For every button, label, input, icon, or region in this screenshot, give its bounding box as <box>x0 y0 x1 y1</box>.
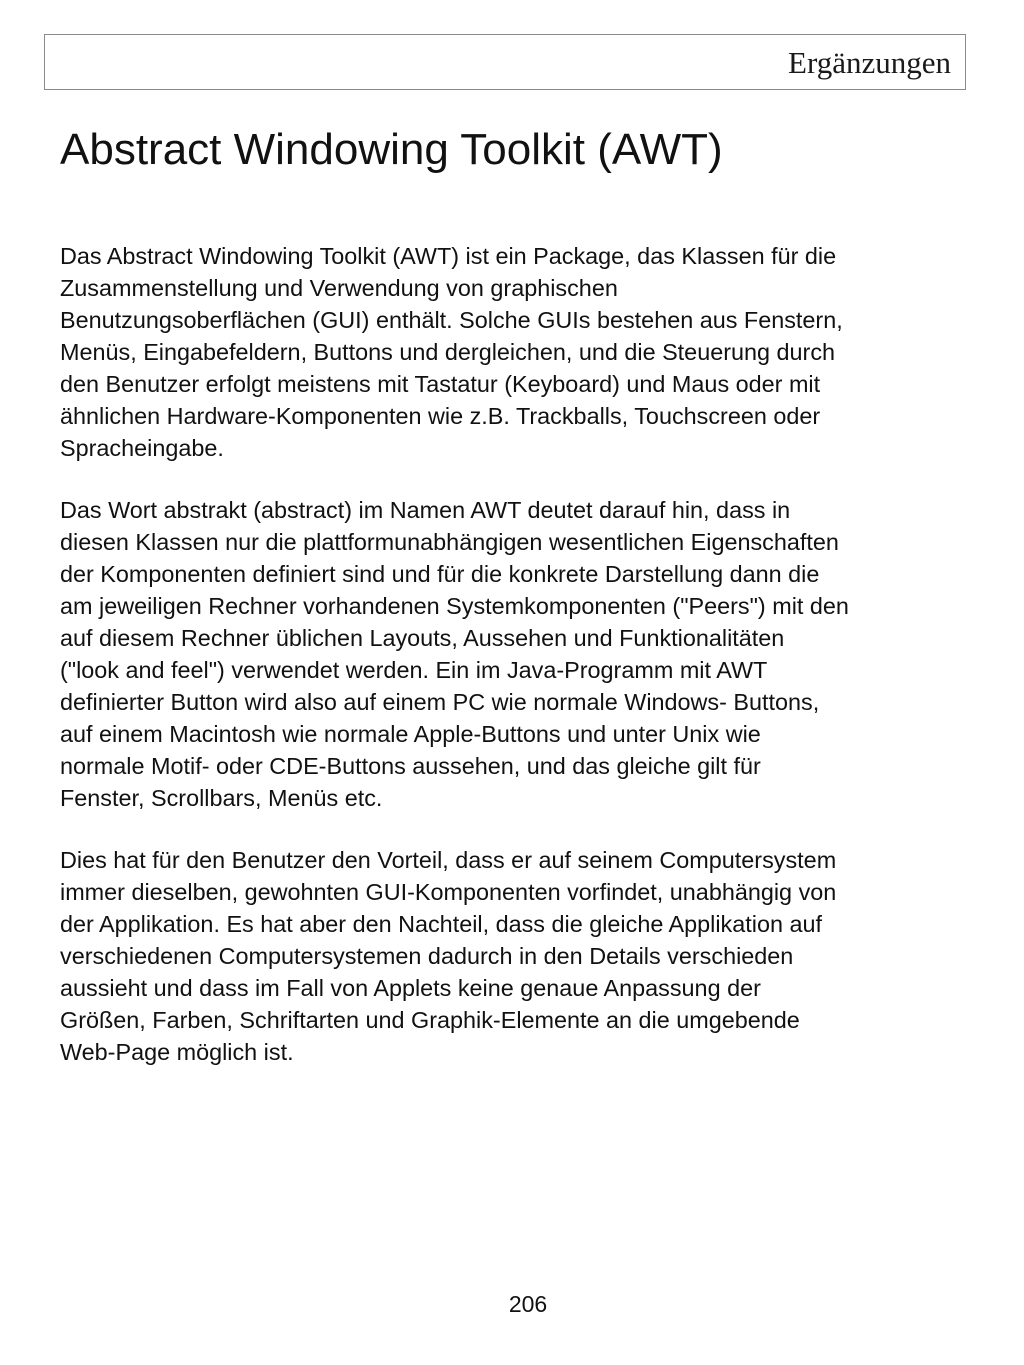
paragraph-1: Das Abstract Windowing Toolkit (AWT) ist ein Package, das Klassen für die Zusammenstellung und Verwendung von graphischen Benutzungsoberflächen (GUI) enthält. Solche GUIs bestehen aus Fenstern, Menüs, Eingabefeldern, Buttons und dergleichen, und die Steuerung durch den Benutzer erfolgt meistens mit Tastatur (Keyboard) und Maus oder mit ähnlichen Hardware-Komponenten wie z.B. Trackballs, Touchscreen oder Spracheingabe. <box>60 243 843 461</box>
body-text <box>60 240 970 1098</box>
header-box <box>44 34 966 90</box>
page-title: Abstract Windowing Toolkit (AWT) <box>60 125 723 174</box>
paragraph-3: Dies hat für den Benutzer den Vorteil, dass er auf seinem Computersystem immer dieselben, gewohnten GUI-Komponenten vorfindet, unabhängig von der Applikation. Es hat aber den Nachteil, dass die gleiche Applikation auf verschiedenen Computersystemen dadurch in den Details verschieden aussieht und dass im Fall von Applets keine genaue Anpassung der Größen, Farben, Schriftarten und Graphik-Elemente an die umgebende Web-Page möglich ist. <box>60 847 837 1065</box>
section-label: Ergänzungen <box>788 45 951 80</box>
page-number: 206 <box>508 1291 548 1317</box>
paragraph-2: Das Wort abstrakt (abstract) im Namen AWT deutet darauf hin, dass in diesen Klassen nur die plattformunabhängigen wesentlichen Eigenschaften der Komponenten definiert sind und für die konkrete Darstellung dann die am jeweiligen Rechner vorhandenen Systemkomponenten ("Peers") mit den auf diesem Rechner üblichen Layouts, Aussehen und Funktionalitäten ("look and feel") verwendet werden. Ein im Java-Programm mit AWT definierter Button wird also auf einem PC wie normale Windows- Buttons, auf einem Macintosh wie normale Apple-Buttons und unter Unix wie normale Motif- oder CDE-Buttons aussehen, und das gleiche gilt für Fenster, Scrollbars, Menüs etc. <box>60 497 849 811</box>
